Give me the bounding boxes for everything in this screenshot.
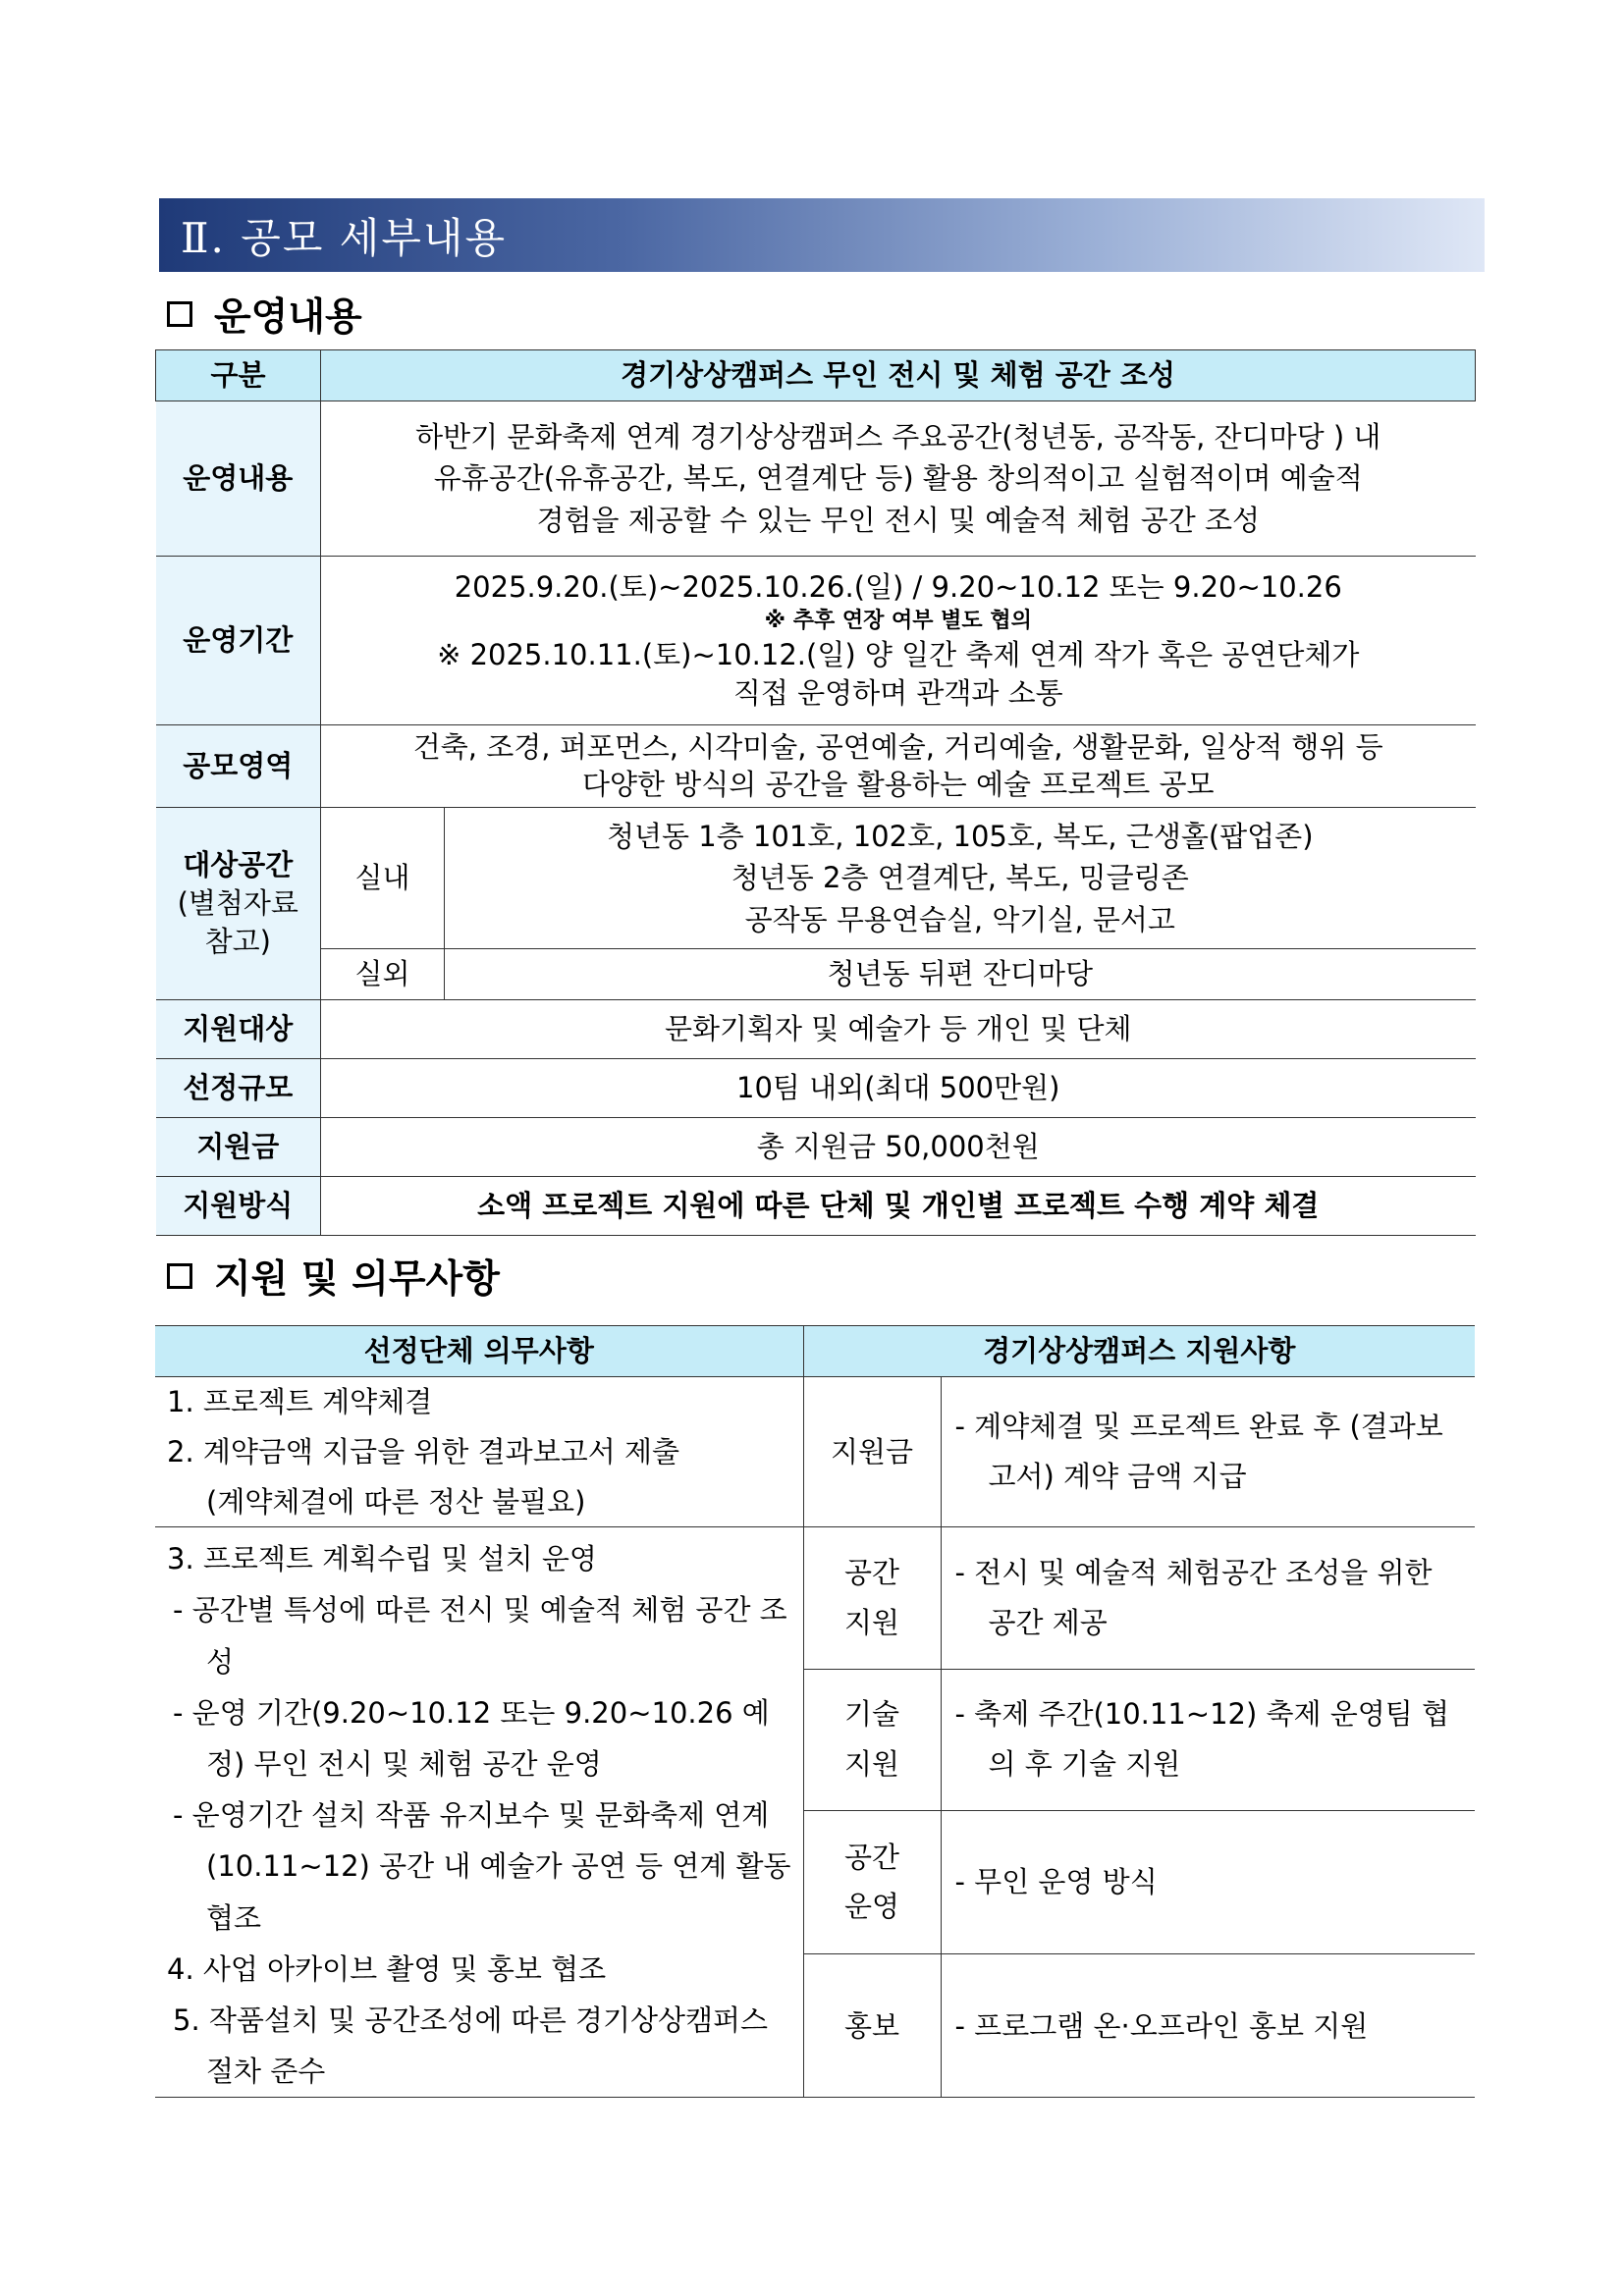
table-row: 운영내용 하반기 문화축제 연계 경기상상캠퍼스 주요공간(청년동, 공작동, 잔디마당 ) 내 유휴공간(유휴공간, 복도, 연결계단 등) 활용 창의적이고 실험적이며 예술적 경험을 제공할 수 있는 무인 전시 및 예술적 체험 공간 조성 <box>156 401 1476 557</box>
square-bullet-icon <box>167 301 192 327</box>
table-row: 실외 청년동 뒤편 잔디마당 <box>156 949 1476 1000</box>
subsection-heading-support: 지원 및 의무사항 <box>167 1249 500 1304</box>
square-bullet-icon <box>167 1263 192 1289</box>
table-row: 공간 운영 - 무인 운영 방식 <box>155 1810 1475 1953</box>
section-title: Ⅱ. 공모 세부내용 <box>181 213 508 262</box>
table-row: 홍보 - 프로그램 온·오프라인 홍보 지원 <box>155 1954 1475 2098</box>
section-banner <box>159 198 1485 272</box>
operation-table <box>155 349 1476 1236</box>
table-row: 지원방식 소액 프로젝트 지원에 따른 단체 및 개인별 프로젝트 수행 계약 체결 <box>156 1177 1476 1236</box>
table-header-row: 선정단체 의무사항 경기상상캠퍼스 지원사항 <box>155 1326 1475 1377</box>
table-row: 기술 지원 - 축제 주간(10.11~12) 축제 운영팀 협의 후 기술 지원 <box>155 1669 1475 1810</box>
table-header-row: 구분 경기상상캠퍼스 무인 전시 및 체험 공간 조성 <box>156 350 1476 401</box>
table-row: 지원대상 문화기획자 및 예술가 등 개인 및 단체 <box>156 1000 1476 1059</box>
table-row: 대상공간 (별첨자료 참고) 실내 청년동 1층 101호, 102호, 105호, 복도, 근생홀(팝업존) 청년동 2층 연결계단, 복도, 밍글링존 공작동 무용연습실, 악기실, 문서고 <box>156 808 1476 949</box>
table-row: 지원금 총 지원금 50,000천원 <box>156 1118 1476 1177</box>
table-row: 1. 프로젝트 계약체결 2. 계약금액 지급을 위한 결과보고서 제출 (계약체결에 따른 정산 불필요) 지원금 - 계약체결 및 프로젝트 완료 후 (결과보고서) 계약 금액 지급 <box>155 1377 1475 1527</box>
table-row: 운영기간 2025.9.20.(토)~2025.10.26.(일) / 9.20~10.12 또는 9.20~10.26 ※ 추후 연장 여부 별도 협의 ※ 2025.10.11.(토)~10.12.(일) 양 일간 축제 연계 작가 혹은 공연단체가 직접 운영하며 관객과 소통 <box>156 557 1476 725</box>
support-table <box>155 1325 1475 2098</box>
table-row: 3. 프로젝트 계획수립 및 설치 운영 - 공간별 특성에 따른 전시 및 예술적 체험 공간 조성 - 운영 기간(9.20~10.12 또는 9.20~10.26 예정) 무인 전시 및 체험 공간 운영 - 운영기간 설치 작품 유지보수 및 문화축제 연계(10.11~12) 공간 내 예술가 공연 등 연계 활동 협조 4. 사업 아카이브 촬영 및 홍보 협조 5. 작품설치 및 공간조성에 따른 경기상상캠퍼스 절차 준수 공간 지원 - 전시 및 예술적 체험공간 조성을 위한 공간 제공 <box>155 1527 1475 1669</box>
table-row: 선정규모 10팀 내외(최대 500만원) <box>156 1059 1476 1118</box>
subsection-heading-operation: 운영내용 <box>167 287 362 342</box>
table-row: 공모영역 건축, 조경, 퍼포먼스, 시각미술, 공연예술, 거리예술, 생활문화, 일상적 행위 등 다양한 방식의 공간을 활용하는 예술 프로젝트 공모 <box>156 725 1476 808</box>
